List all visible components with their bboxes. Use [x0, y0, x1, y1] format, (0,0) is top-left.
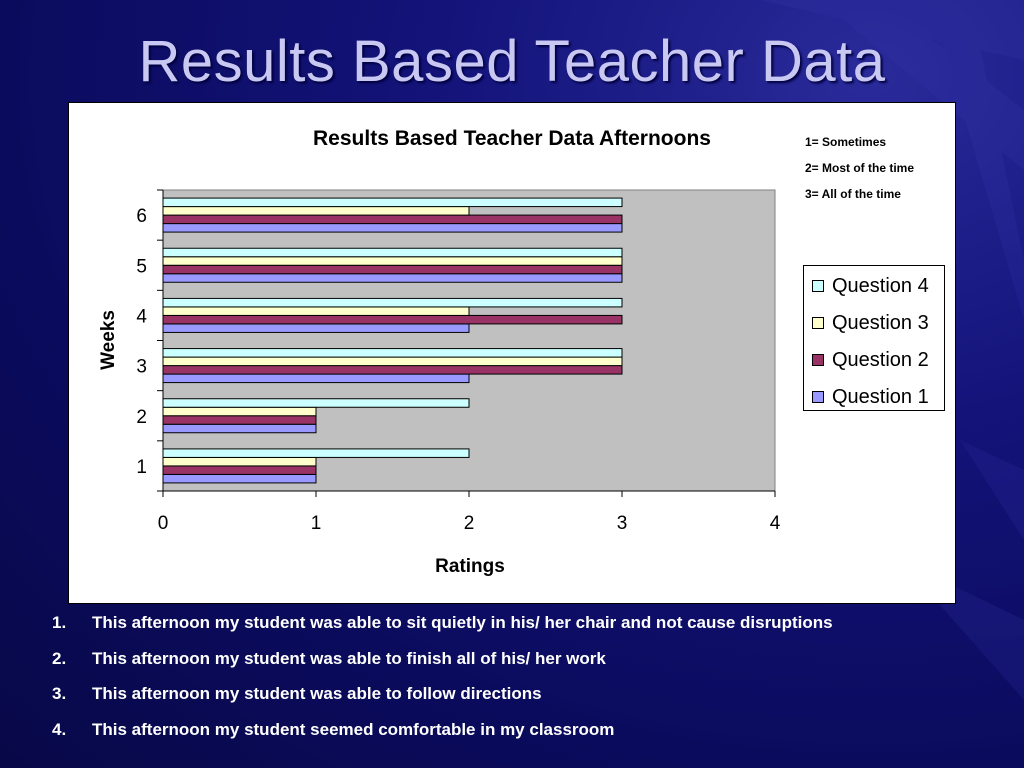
- legend-label-question-1: Question 1: [832, 385, 929, 408]
- chart-legend: [803, 265, 945, 411]
- scale-note-1: 1= Sometimes: [805, 135, 887, 149]
- bar: [163, 298, 622, 307]
- bar: [163, 257, 622, 266]
- bar: [163, 248, 622, 257]
- bar: [163, 357, 622, 366]
- slide-title: Results Based Teacher Data: [138, 29, 886, 94]
- y-tick-label: 2: [136, 406, 147, 428]
- bar: [163, 449, 469, 458]
- note-item: [52, 613, 1012, 649]
- scale-note-3: 3= All of the time: [805, 187, 901, 201]
- legend-swatch-question-1: [812, 391, 824, 403]
- bar: [163, 307, 469, 316]
- bar: [163, 424, 316, 433]
- legend-swatch-question-4: [812, 280, 824, 292]
- chart-title: Results Based Teacher Data Afternoons: [313, 127, 711, 150]
- note-number: 1.: [52, 613, 67, 632]
- plot-background: [163, 190, 775, 491]
- note-number: 3.: [52, 684, 67, 703]
- legend-label-question-2: Question 2: [832, 348, 929, 371]
- x-tick-label: 1: [310, 513, 322, 534]
- question-notes: [52, 613, 1012, 755]
- bar: [163, 416, 316, 425]
- x-axis-label: Ratings: [435, 556, 505, 577]
- bar: [163, 315, 622, 324]
- bar: [163, 349, 622, 358]
- y-tick-label: 6: [136, 206, 147, 228]
- bar: [163, 215, 622, 224]
- note-text: This afternoon my student seemed comfortable in my classroom: [92, 719, 615, 739]
- legend-swatch-question-2: [812, 354, 824, 366]
- x-tick-label: 2: [463, 513, 475, 534]
- y-tick-label: 5: [136, 256, 147, 278]
- bar: [163, 457, 316, 466]
- legend-label-question-4: Question 4: [832, 274, 929, 297]
- legend-swatch-question-3: [812, 317, 824, 329]
- bar: [163, 207, 469, 216]
- bar: [163, 366, 622, 375]
- legend-label-question-3: Question 3: [832, 311, 929, 334]
- legend-item-question-1: [812, 385, 929, 409]
- legend-item-question-4: [812, 274, 929, 298]
- legend-item-question-3: [812, 311, 929, 335]
- x-tick-label: 3: [616, 513, 628, 534]
- note-text: This afternoon my student was able to sit quietly in his/ her chair and not cause disruptions: [92, 613, 833, 632]
- bar: [163, 265, 622, 274]
- note-text: This afternoon my student was able to finish all of his/ her work: [92, 648, 606, 668]
- bar: [163, 466, 316, 475]
- bar: [163, 198, 622, 207]
- bar: [163, 399, 469, 408]
- note-item: [52, 720, 1012, 756]
- bar: [163, 374, 469, 383]
- bar: [163, 474, 316, 483]
- scale-note-2: 2= Most of the time: [805, 161, 915, 175]
- note-number: 4.: [52, 719, 67, 739]
- bar: [163, 274, 622, 283]
- y-tick-label: 3: [136, 356, 147, 378]
- legend-item-question-2: [812, 348, 929, 372]
- note-text: This afternoon my student was able to follow directions: [92, 684, 542, 703]
- y-tick-label: 1: [136, 456, 147, 478]
- y-axis-label: Weeks: [98, 310, 119, 370]
- bar: [163, 224, 622, 233]
- note-item: [52, 649, 1012, 685]
- bar: [163, 324, 469, 333]
- note-number: 2.: [52, 648, 67, 668]
- x-tick-label: 4: [769, 513, 781, 534]
- note-item: [52, 684, 1012, 720]
- chart-area: [68, 102, 956, 604]
- x-tick-label: 0: [157, 513, 169, 534]
- y-tick-label: 4: [136, 306, 147, 328]
- bar: [163, 407, 316, 416]
